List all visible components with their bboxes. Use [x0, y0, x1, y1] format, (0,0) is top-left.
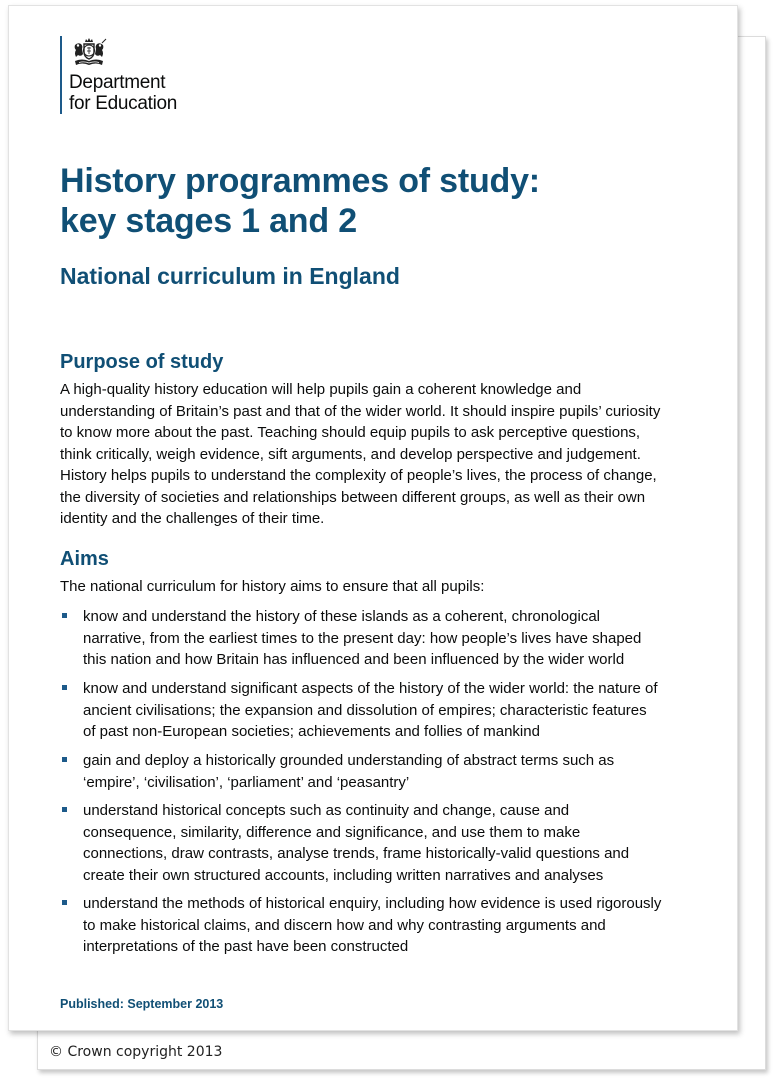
- organisation-name-line2: for Education: [69, 93, 178, 114]
- dfe-logo: [60, 36, 177, 114]
- text-line: History helps pupils to understand the complexity of people’s lives, the process of change,: [60, 467, 657, 484]
- text-line: this nation and how Britain has influenced and been influenced by the wider world: [83, 651, 625, 668]
- publication-date: Published: September 2013: [60, 997, 224, 1011]
- text-line: A high-quality history education will help pupils gain a coherent knowledge and: [60, 381, 582, 398]
- square-bullet-icon: [62, 900, 67, 905]
- document-title-line1: History programmes of study:: [60, 162, 540, 200]
- aims-intro: The national curriculum for history aims to ensure that all pupils:: [60, 578, 485, 595]
- copyright-notice: © Crown copyright 2013: [49, 1044, 223, 1060]
- organisation-name: [69, 72, 177, 114]
- square-bullet-icon: [62, 757, 67, 762]
- text-line: gain and deploy a historically grounded understanding of abstract terms such as: [83, 752, 615, 769]
- front-page[interactable]: [8, 5, 738, 1031]
- purpose-heading: Purpose of study: [60, 351, 224, 373]
- text-line: the diversity of societies and relationships between different groups, as well as their own: [60, 488, 646, 506]
- text-line: understand historical concepts such as continuity and change, cause and: [83, 802, 570, 819]
- royal-coat-of-arms-icon: [69, 37, 109, 69]
- text-line: think critically, weigh evidence, sift arguments, and develop perspective and judgement.: [60, 445, 641, 463]
- text-line: interpretations of the past have been constructed: [83, 938, 409, 955]
- text-line: identity and the challenges of their time.: [60, 510, 325, 527]
- aims-heading: Aims: [60, 548, 109, 570]
- document-title: [60, 161, 540, 241]
- text-line: to make historical claims, and discern how and why contrasting arguments and: [83, 916, 606, 934]
- text-line: consequence, similarity, difference and significance, and use them to make: [83, 823, 581, 841]
- text-line: ‘empire’, ‘civilisation’, ‘parliament’ and ‘peasantry’: [83, 773, 410, 791]
- text-line: create their own structured accounts, including written narratives and analyses: [83, 866, 604, 884]
- text-line: ancient civilisations; the expansion and dissolution of empires; characteristic features: [83, 701, 647, 719]
- document-subtitle: National curriculum in England: [60, 263, 400, 289]
- text-line: understand the methods of historical enquiry, including how evidence is used rigorously: [83, 895, 662, 912]
- square-bullet-icon: [62, 613, 67, 618]
- text-line: know and understand significant aspects of the history of the wider world: the nature of: [83, 680, 658, 697]
- text-line: connections, draw contrasts, analyse trends, frame historically-valid questions and: [83, 845, 630, 862]
- square-bullet-icon: [62, 685, 67, 690]
- text-line: know and understand the history of these islands as a coherent, chronological: [83, 608, 600, 625]
- purpose-paragraph: [60, 379, 700, 530]
- text-line: to know more about the past. Teaching should equip pupils to ask perceptive questions,: [60, 424, 641, 441]
- text-line: of past non-European societies; achievements and follies of mankind: [83, 723, 540, 740]
- square-bullet-icon: [62, 807, 67, 812]
- text-line: narrative, from the earliest times to the present day: how people’s lives have shaped: [83, 629, 642, 647]
- text-line: understanding of Britain’s past and that of the wider world. It should inspire pupils’ curiosity: [60, 402, 661, 420]
- document-title-line2: key stages 1 and 2: [60, 202, 357, 240]
- organisation-name-line1: Department: [69, 72, 166, 93]
